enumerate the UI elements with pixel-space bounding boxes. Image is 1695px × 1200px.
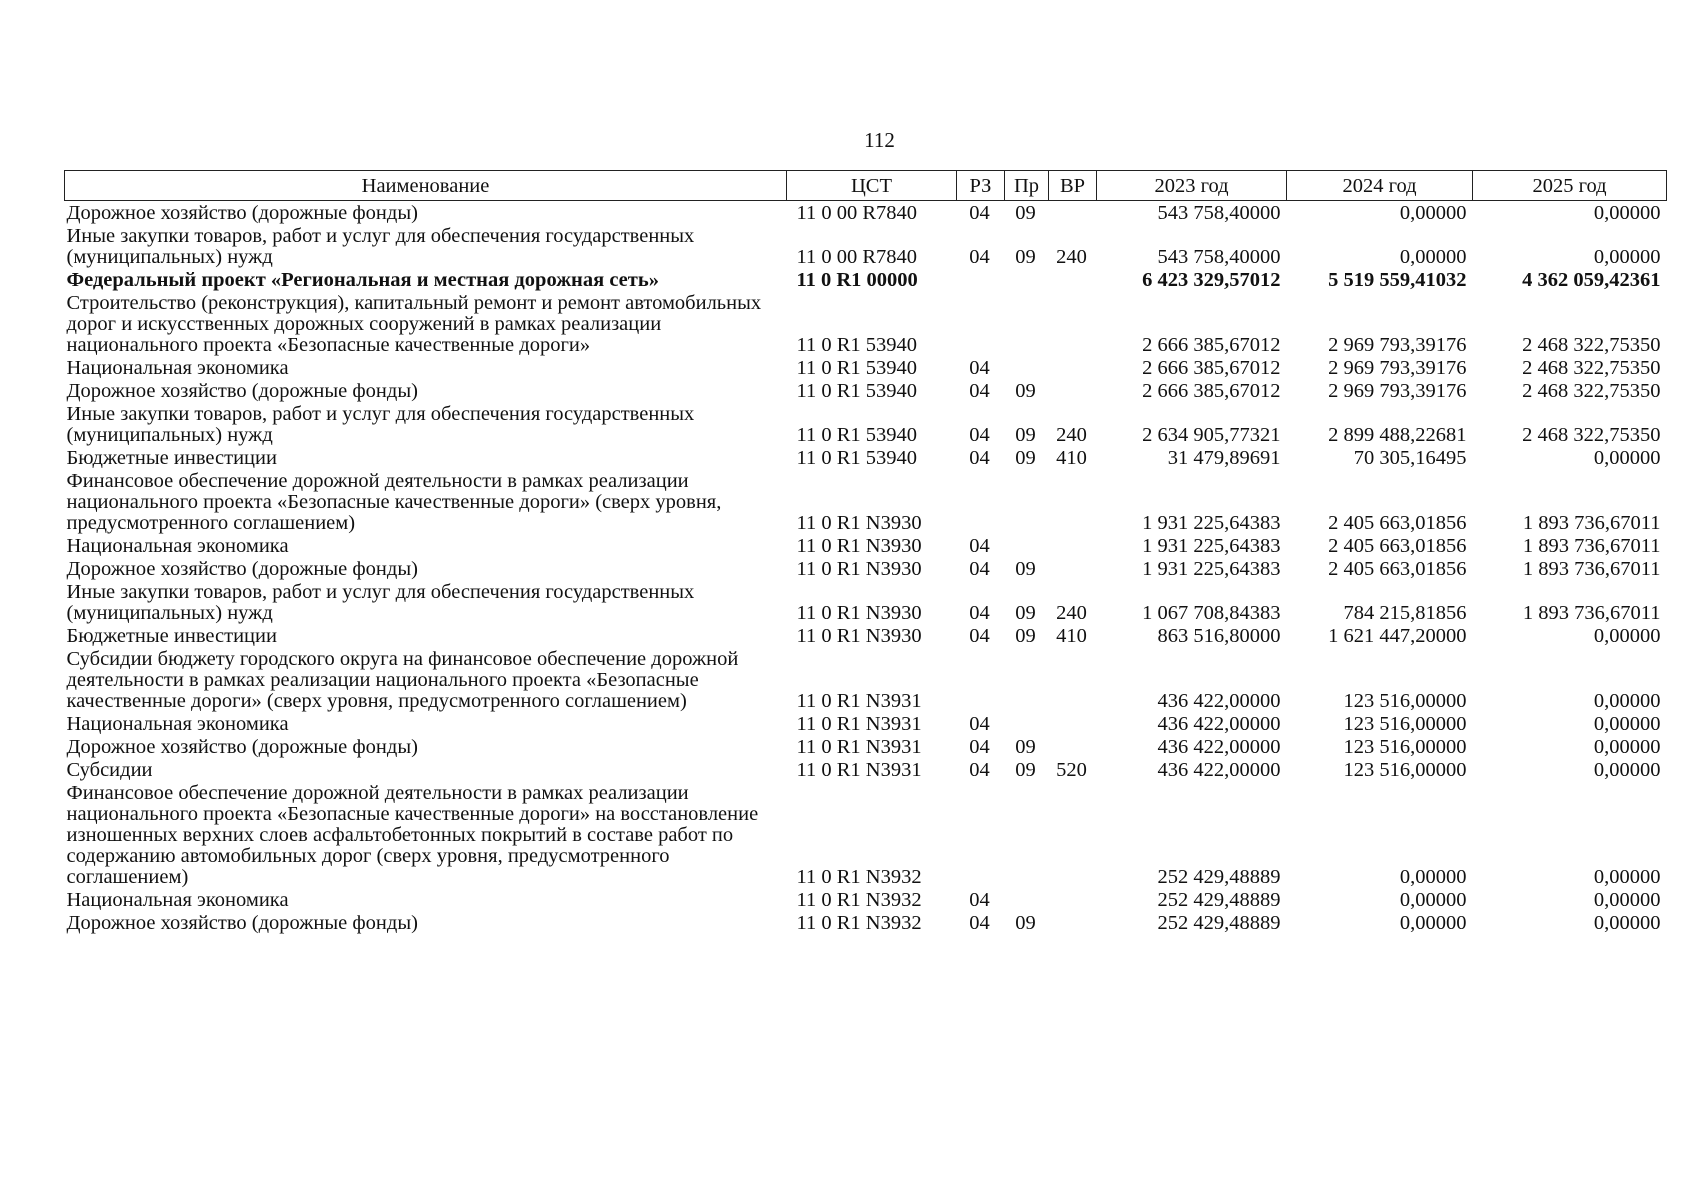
table-row bbox=[65, 402, 1667, 446]
row-name: Строительство (реконструкция), капитальный ремонт и ремонт автомобильных дорог и искусственных дорожных сооружений в рамках реализации национального проекта «Безопасные качественные дороги» bbox=[66, 292, 762, 356]
row-cst: 11 0 R1 53940 bbox=[796, 424, 918, 446]
row-value-2023: 1 931 225,64383 bbox=[1142, 535, 1281, 557]
row-pr: 09 bbox=[1015, 246, 1036, 268]
header-2024: 2024 год bbox=[1287, 171, 1473, 201]
row-value-2023: 436 422,00000 bbox=[1157, 713, 1281, 735]
row-value-2023: 1 067 708,84383 bbox=[1142, 602, 1281, 624]
row-value-2025: 0,00000 bbox=[1593, 736, 1661, 758]
row-name: Национальная экономика bbox=[66, 535, 289, 557]
row-value-2024: 2 969 793,39176 bbox=[1328, 380, 1467, 402]
table-row bbox=[65, 758, 1667, 781]
table-row bbox=[65, 224, 1667, 268]
row-cst: 11 0 R1 53940 bbox=[796, 447, 918, 469]
row-vr bbox=[1049, 268, 1097, 291]
row-rz bbox=[957, 781, 1005, 888]
header-2023: 2023 год bbox=[1097, 171, 1287, 201]
row-vr bbox=[1049, 201, 1097, 225]
row-vr bbox=[1049, 647, 1097, 712]
row-rz: 04 bbox=[969, 713, 990, 735]
row-value-2023: 543 758,40000 bbox=[1157, 246, 1281, 268]
row-rz bbox=[957, 647, 1005, 712]
table-row bbox=[65, 379, 1667, 402]
row-value-2023: 252 429,48889 bbox=[1157, 866, 1281, 888]
table-row bbox=[65, 580, 1667, 624]
row-cst: 11 0 00 R7840 bbox=[796, 202, 918, 224]
row-pr bbox=[1005, 647, 1049, 712]
row-value-2024: 2 405 663,01856 bbox=[1328, 535, 1467, 557]
header-2025: 2025 год bbox=[1473, 171, 1667, 201]
row-name: Дорожное хозяйство (дорожные фонды) bbox=[66, 736, 418, 758]
table-row bbox=[65, 446, 1667, 469]
table-header bbox=[65, 171, 1667, 201]
row-name: Дорожное хозяйство (дорожные фонды) bbox=[66, 912, 418, 934]
row-name: Бюджетные инвестиции bbox=[66, 625, 277, 647]
table-row bbox=[65, 201, 1667, 225]
row-rz: 04 bbox=[969, 246, 990, 268]
row-value-2023: 2 666 385,67012 bbox=[1142, 334, 1281, 356]
row-vr bbox=[1049, 911, 1097, 934]
row-vr: 240 bbox=[1056, 246, 1087, 268]
table-row bbox=[65, 781, 1667, 888]
row-value-2024: 123 516,00000 bbox=[1343, 690, 1467, 712]
row-value-2024: 0,00000 bbox=[1399, 202, 1467, 224]
row-pr: 09 bbox=[1015, 736, 1036, 758]
row-value-2025: 2 468 322,75350 bbox=[1522, 357, 1661, 379]
row-name: Финансовое обеспечение дорожной деятельности в рамках реализации национального проекта «Безопасные качественные дороги» (сверх уровня, предусмотренного соглашением) bbox=[66, 470, 722, 534]
row-value-2023: 2 666 385,67012 bbox=[1142, 357, 1281, 379]
row-rz bbox=[957, 469, 1005, 534]
row-value-2025: 1 893 736,67011 bbox=[1522, 602, 1661, 624]
row-pr: 09 bbox=[1015, 558, 1036, 580]
row-value-2025: 0,00000 bbox=[1593, 866, 1661, 888]
row-value-2023: 31 479,89691 bbox=[1167, 447, 1281, 469]
row-name: Федеральный проект «Региональная и местная дорожная сеть» bbox=[66, 269, 659, 291]
row-value-2025: 2 468 322,75350 bbox=[1522, 424, 1661, 446]
row-vr: 410 bbox=[1056, 447, 1087, 469]
row-value-2025: 0,00000 bbox=[1593, 246, 1661, 268]
row-name: Дорожное хозяйство (дорожные фонды) bbox=[66, 202, 418, 224]
row-cst: 11 0 R1 N3931 bbox=[796, 736, 922, 758]
table-row bbox=[65, 356, 1667, 379]
row-rz: 04 bbox=[969, 912, 990, 934]
row-vr: 520 bbox=[1056, 759, 1087, 781]
row-pr: 09 bbox=[1015, 625, 1036, 647]
row-cst: 11 0 00 R7840 bbox=[796, 246, 918, 268]
row-pr bbox=[1005, 534, 1049, 557]
table-row bbox=[65, 534, 1667, 557]
row-value-2024: 0,00000 bbox=[1399, 889, 1467, 911]
row-name: Иные закупки товаров, работ и услуг для обеспечения государственных (муниципальных) нужд bbox=[66, 581, 695, 624]
row-vr bbox=[1049, 735, 1097, 758]
row-value-2025: 4 362 059,42361 bbox=[1522, 269, 1661, 291]
row-cst: 11 0 R1 N3932 bbox=[796, 912, 922, 934]
row-value-2024: 0,00000 bbox=[1399, 912, 1467, 934]
row-cst: 11 0 R1 N3930 bbox=[796, 512, 922, 534]
row-vr bbox=[1049, 379, 1097, 402]
row-name: Дорожное хозяйство (дорожные фонды) bbox=[66, 380, 418, 402]
row-cst: 11 0 R1 N3931 bbox=[796, 713, 922, 735]
row-value-2025: 0,00000 bbox=[1593, 713, 1661, 735]
row-rz: 04 bbox=[969, 625, 990, 647]
row-value-2024: 0,00000 bbox=[1399, 246, 1467, 268]
row-value-2024: 5 519 559,41032 bbox=[1328, 269, 1467, 291]
row-value-2023: 252 429,48889 bbox=[1157, 889, 1281, 911]
row-value-2025: 1 893 736,67011 bbox=[1522, 535, 1661, 557]
row-cst: 11 0 R1 N3930 bbox=[796, 602, 922, 624]
row-value-2025: 1 893 736,67011 bbox=[1522, 512, 1661, 534]
row-pr bbox=[1005, 888, 1049, 911]
row-cst: 11 0 R1 53940 bbox=[796, 357, 918, 379]
row-value-2024: 2 405 663,01856 bbox=[1328, 512, 1467, 534]
table-row bbox=[65, 911, 1667, 934]
row-value-2023: 436 422,00000 bbox=[1157, 759, 1281, 781]
row-value-2024: 123 516,00000 bbox=[1343, 713, 1467, 735]
row-pr bbox=[1005, 268, 1049, 291]
row-name: Бюджетные инвестиции bbox=[66, 447, 277, 469]
row-rz: 04 bbox=[969, 380, 990, 402]
row-value-2025: 2 468 322,75350 bbox=[1522, 334, 1661, 356]
row-cst: 11 0 R1 N3930 bbox=[796, 535, 922, 557]
row-name: Дорожное хозяйство (дорожные фонды) bbox=[66, 558, 418, 580]
row-value-2023: 436 422,00000 bbox=[1157, 690, 1281, 712]
table-row bbox=[65, 647, 1667, 712]
row-value-2024: 2 969 793,39176 bbox=[1328, 357, 1467, 379]
table-row bbox=[65, 735, 1667, 758]
row-pr: 09 bbox=[1015, 424, 1036, 446]
row-cst: 11 0 R1 N3930 bbox=[796, 625, 922, 647]
row-rz: 04 bbox=[969, 736, 990, 758]
row-pr bbox=[1005, 712, 1049, 735]
row-pr: 09 bbox=[1015, 912, 1036, 934]
table-row bbox=[65, 268, 1667, 291]
row-cst: 11 0 R1 00000 bbox=[796, 269, 918, 291]
row-value-2023: 6 423 329,57012 bbox=[1142, 269, 1281, 291]
row-value-2025: 0,00000 bbox=[1593, 447, 1661, 469]
row-vr bbox=[1049, 712, 1097, 735]
row-value-2024: 2 969 793,39176 bbox=[1328, 334, 1467, 356]
table-row bbox=[65, 291, 1667, 356]
row-pr: 09 bbox=[1015, 380, 1036, 402]
row-vr bbox=[1049, 557, 1097, 580]
header-name: Наименование bbox=[65, 171, 787, 201]
row-rz: 04 bbox=[969, 357, 990, 379]
row-value-2024: 0,00000 bbox=[1399, 866, 1467, 888]
header-vr: ВР bbox=[1049, 171, 1097, 201]
row-pr bbox=[1005, 356, 1049, 379]
row-name: Субсидии бюджету городского округа на финансовое обеспечение дорожной деятельности в рамках реализации национального проекта «Безопасные качественные дороги» (сверх уровня, предусмотренного соглашением) bbox=[66, 648, 739, 712]
row-rz: 04 bbox=[969, 558, 990, 580]
row-cst: 11 0 R1 N3930 bbox=[796, 558, 922, 580]
row-pr bbox=[1005, 291, 1049, 356]
row-rz: 04 bbox=[969, 447, 990, 469]
row-value-2025: 1 893 736,67011 bbox=[1522, 558, 1661, 580]
table-row bbox=[65, 888, 1667, 911]
row-value-2024: 1 621 447,20000 bbox=[1328, 625, 1467, 647]
row-rz: 04 bbox=[969, 424, 990, 446]
row-value-2025: 2 468 322,75350 bbox=[1522, 380, 1661, 402]
row-rz bbox=[957, 268, 1005, 291]
row-value-2024: 123 516,00000 bbox=[1343, 736, 1467, 758]
row-name: Субсидии bbox=[66, 759, 153, 781]
row-pr bbox=[1005, 781, 1049, 888]
header-cst: ЦСТ bbox=[787, 171, 957, 201]
row-value-2025: 0,00000 bbox=[1593, 759, 1661, 781]
table-row bbox=[65, 557, 1667, 580]
row-value-2025: 0,00000 bbox=[1593, 912, 1661, 934]
row-rz: 04 bbox=[969, 602, 990, 624]
row-rz bbox=[957, 291, 1005, 356]
row-name: Финансовое обеспечение дорожной деятельности в рамках реализации национального проекта «Безопасные качественные дороги» на восстановление изношенных верхних слоев асфальтобетонных покрытий в составе работ по содержанию автомобильных дорог (сверх уровня, предусмотренного соглашением) bbox=[66, 782, 759, 888]
row-cst: 11 0 R1 N3931 bbox=[796, 759, 922, 781]
row-cst: 11 0 R1 53940 bbox=[796, 380, 918, 402]
table-row bbox=[65, 469, 1667, 534]
row-value-2024: 784 215,81856 bbox=[1343, 602, 1467, 624]
row-value-2023: 1 931 225,64383 bbox=[1142, 558, 1281, 580]
row-cst: 11 0 R1 N3931 bbox=[796, 690, 922, 712]
row-pr: 09 bbox=[1015, 202, 1036, 224]
row-vr: 240 bbox=[1056, 424, 1087, 446]
row-vr: 240 bbox=[1056, 602, 1087, 624]
row-vr bbox=[1049, 888, 1097, 911]
row-value-2025: 0,00000 bbox=[1593, 625, 1661, 647]
row-value-2024: 2 405 663,01856 bbox=[1328, 558, 1467, 580]
row-value-2024: 70 305,16495 bbox=[1353, 447, 1467, 469]
row-value-2023: 252 429,48889 bbox=[1157, 912, 1281, 934]
row-value-2023: 863 516,80000 bbox=[1157, 625, 1281, 647]
header-rz: РЗ bbox=[957, 171, 1005, 201]
row-value-2024: 123 516,00000 bbox=[1343, 759, 1467, 781]
row-name: Национальная экономика bbox=[66, 889, 289, 911]
page-number: 112 bbox=[864, 128, 895, 152]
table-row bbox=[65, 624, 1667, 647]
row-vr: 410 bbox=[1056, 625, 1087, 647]
row-name: Национальная экономика bbox=[66, 357, 289, 379]
row-vr bbox=[1049, 534, 1097, 557]
row-value-2023: 2 634 905,77321 bbox=[1142, 424, 1281, 446]
row-vr bbox=[1049, 469, 1097, 534]
budget-table bbox=[64, 170, 1667, 934]
row-value-2025: 0,00000 bbox=[1593, 202, 1661, 224]
header-pr: Пр bbox=[1005, 171, 1049, 201]
row-value-2023: 436 422,00000 bbox=[1157, 736, 1281, 758]
table-body bbox=[65, 201, 1667, 935]
row-pr: 09 bbox=[1015, 602, 1036, 624]
row-rz: 04 bbox=[969, 889, 990, 911]
row-name: Иные закупки товаров, работ и услуг для обеспечения государственных (муниципальных) нужд bbox=[66, 403, 695, 446]
row-name: Иные закупки товаров, работ и услуг для обеспечения государственных (муниципальных) нужд bbox=[66, 225, 695, 268]
row-rz: 04 bbox=[969, 202, 990, 224]
row-cst: 11 0 R1 N3932 bbox=[796, 889, 922, 911]
row-rz: 04 bbox=[969, 759, 990, 781]
row-rz: 04 bbox=[969, 535, 990, 557]
row-pr bbox=[1005, 469, 1049, 534]
row-vr bbox=[1049, 291, 1097, 356]
row-value-2023: 1 931 225,64383 bbox=[1142, 512, 1281, 534]
row-value-2024: 2 899 488,22681 bbox=[1328, 424, 1467, 446]
row-pr: 09 bbox=[1015, 759, 1036, 781]
row-value-2023: 543 758,40000 bbox=[1157, 202, 1281, 224]
row-cst: 11 0 R1 53940 bbox=[796, 334, 918, 356]
row-name: Национальная экономика bbox=[66, 713, 289, 735]
row-vr bbox=[1049, 356, 1097, 379]
row-value-2023: 2 666 385,67012 bbox=[1142, 380, 1281, 402]
row-cst: 11 0 R1 N3932 bbox=[796, 866, 922, 888]
row-vr bbox=[1049, 781, 1097, 888]
row-pr: 09 bbox=[1015, 447, 1036, 469]
table-row bbox=[65, 712, 1667, 735]
row-value-2025: 0,00000 bbox=[1593, 690, 1661, 712]
row-value-2025: 0,00000 bbox=[1593, 889, 1661, 911]
